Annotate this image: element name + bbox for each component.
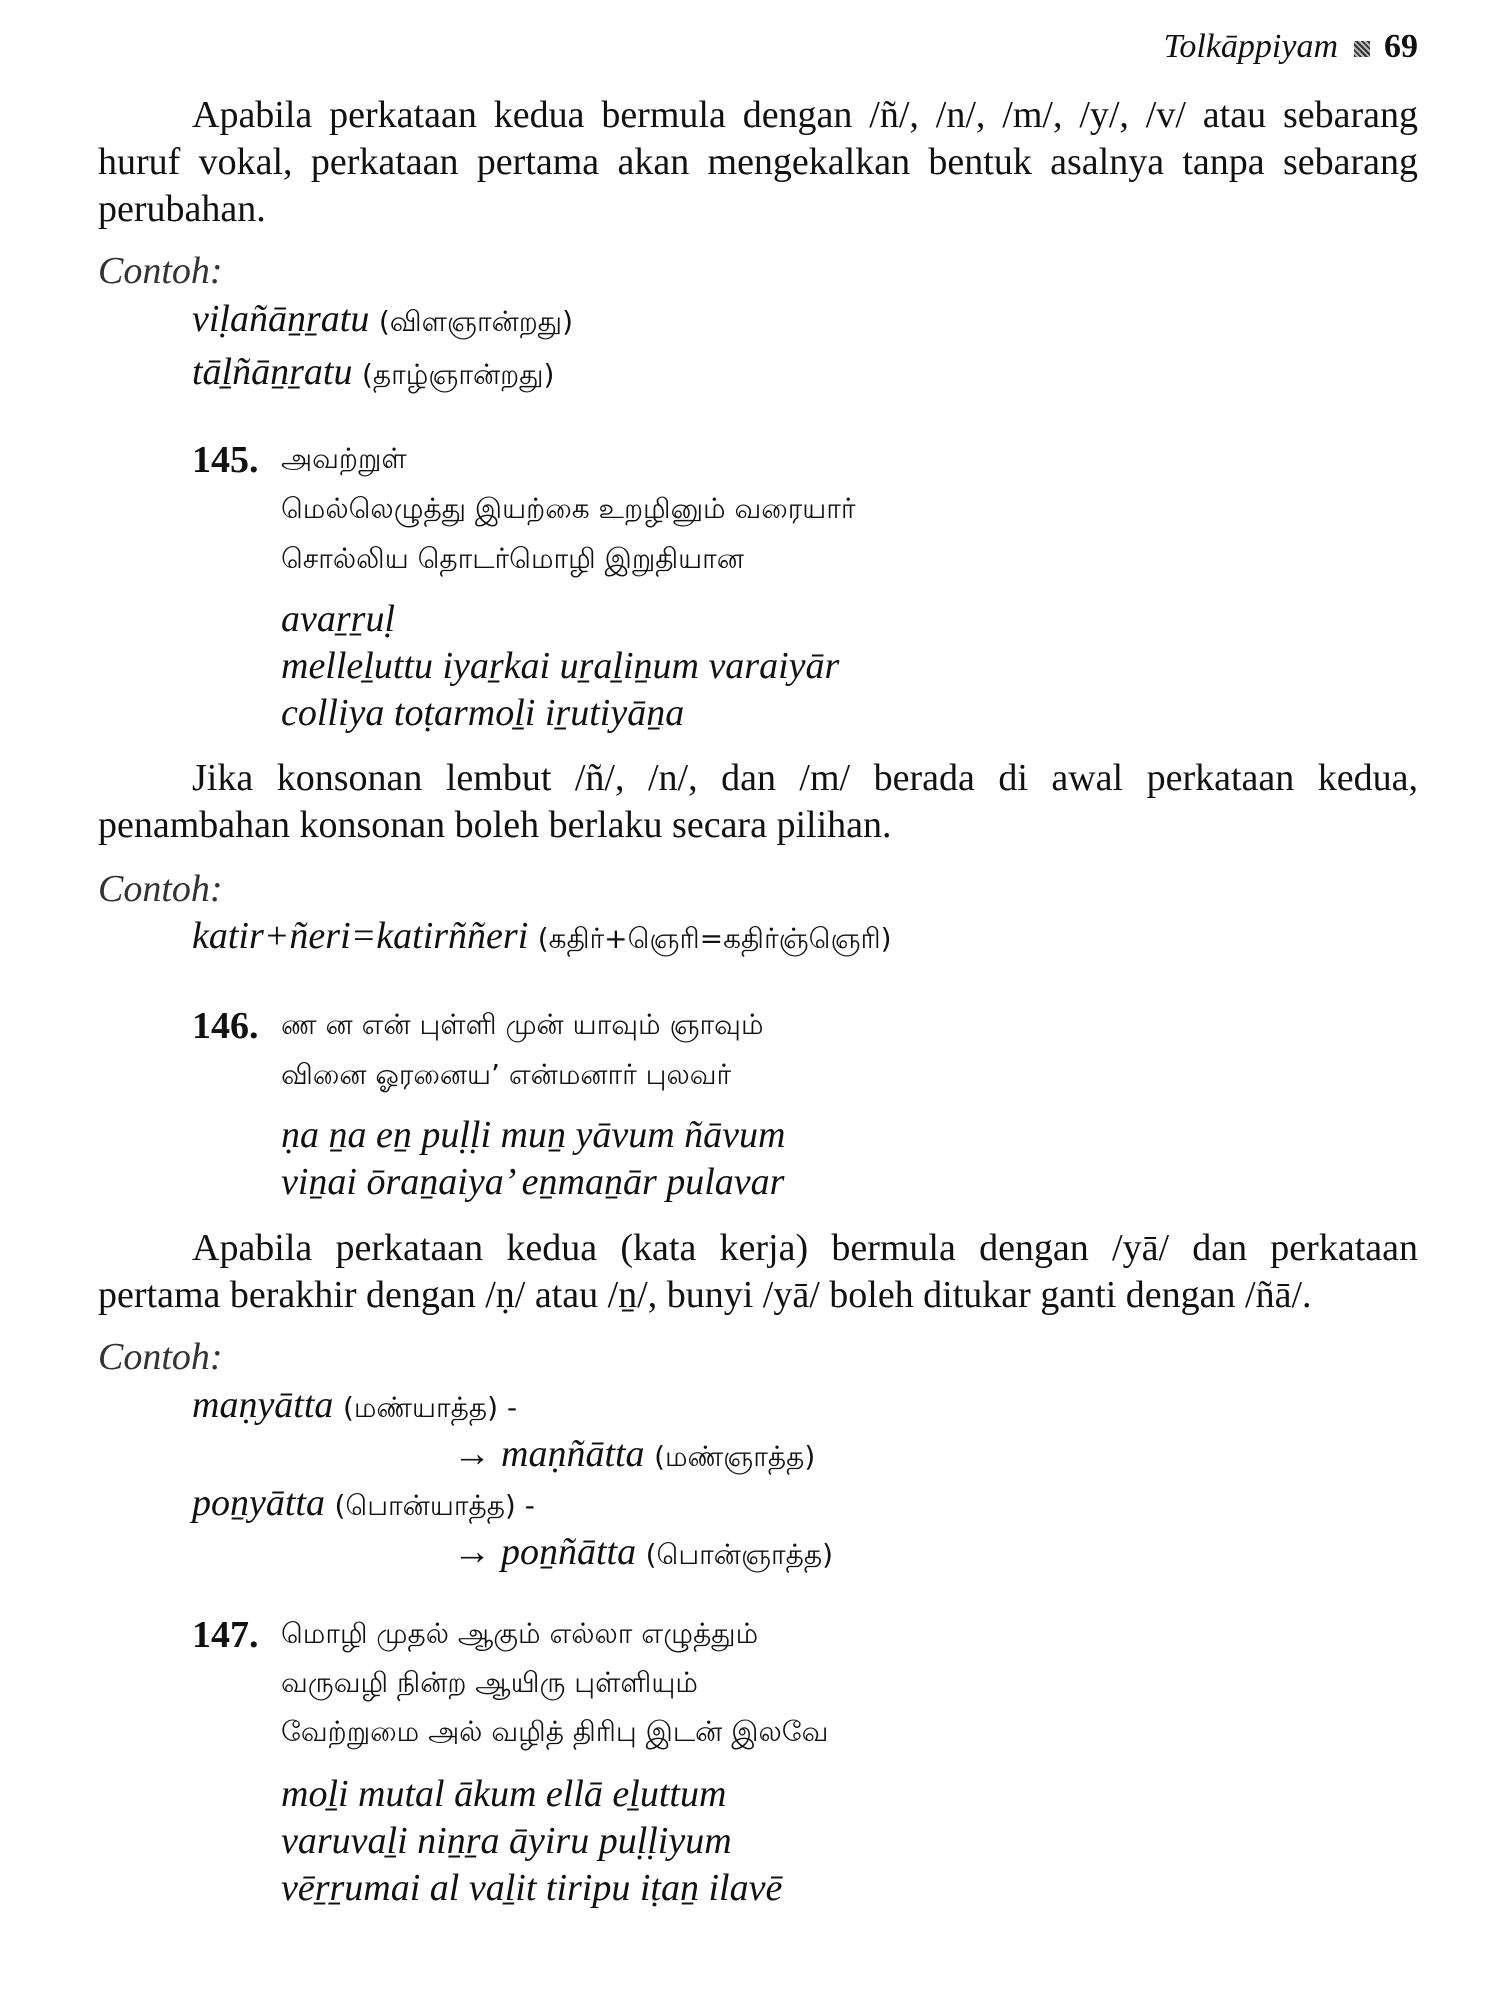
translit: viḷañāṉṟatu: [192, 298, 370, 340]
translit: poṉñātta: [501, 1531, 637, 1573]
paragraph-2: Jika konsonan lembut /ñ/, /n/, dan /m/ berada di awal perkataan kedua, penambahan konsonan boleh berlaku secara pilihan.: [98, 757, 1418, 846]
example-3a: [192, 1382, 517, 1428]
translit: tāḻñāṉṟatu: [192, 351, 353, 393]
translit: maṇyātta: [192, 1384, 334, 1426]
example-2: [192, 913, 892, 959]
translit: maṇñātta: [501, 1433, 645, 1475]
verse-number-146: 146.: [192, 1005, 259, 1047]
tamil-text: (தாழ்ஞான்றது): [361, 358, 555, 391]
arrow-right-icon: →: [453, 1433, 491, 1475]
paragraph-3: Apabila perkataan kedua (kata kerja) bermula dengan /yā/ dan perkataan pertama berakhir dengan /ṇ/ atau /ṉ/, bunyi /yā/ boleh ditukar ganti dengan /ñā/.: [98, 1227, 1418, 1316]
verse-145-translit-3: colliya toṭarmoḻi iṟutiyāṉa: [281, 692, 685, 734]
header-ornament-icon: [1354, 41, 1370, 57]
header-title: Tolkāppiyam: [1163, 28, 1338, 65]
verse-number-145: 145.: [192, 439, 259, 481]
example-1a: [192, 296, 573, 342]
tamil-text: (மண்யாத்த) -: [342, 1391, 518, 1424]
tamil-text: (விளஞான்றது): [378, 305, 573, 338]
running-header: [1164, 26, 1418, 67]
arrow-right-icon: →: [453, 1531, 491, 1573]
verse-146-translit-1: ṇa ṉa eṉ puḷḷi muṉ yāvum ñāvum: [281, 1114, 786, 1156]
verse-146-translit-2: viṉai ōraṉaiya’ eṉmaṉār pulavar: [281, 1161, 785, 1203]
translit: poṉyātta: [192, 1482, 325, 1524]
example-1b: [192, 349, 554, 395]
example-3a-result: [453, 1431, 815, 1477]
example-3b: [192, 1480, 535, 1526]
verse-145-translit-1: avaṟṟuḷ: [281, 598, 395, 640]
verse-147-line-2: வருவழி நின்ற ஆயிரு புள்ளியும்: [281, 1666, 698, 1699]
tamil-text: (கதிர்+ஞெரி=கதிர்ஞ்ஞெரி): [537, 922, 892, 955]
verse-number-147: 147.: [192, 1614, 259, 1656]
page-number: 69: [1384, 28, 1418, 65]
contoh-label-1: Contoh:: [98, 250, 223, 292]
translit: katir+ñeri=katirññeri: [192, 915, 529, 957]
verse-147-translit-2: varuvaḻi niṉṟa āyiru puḷḷiyum: [281, 1820, 732, 1862]
verse-145-line-2: மெல்லெழுத்து இயற்கை உறழினும் வரையார்: [281, 492, 856, 525]
tamil-text: (பொன்ஞாத்த): [645, 1538, 834, 1571]
verse-147-translit-1: moḻi mutal ākum ellā eḻuttum: [281, 1773, 727, 1815]
verse-147-line-1: மொழி முதல் ஆகும் எல்லா எழுத்தும்: [281, 1617, 759, 1650]
verse-145-translit-2: melleḻuttu iyaṟkai uṟaḻiṉum varaiyār: [281, 645, 840, 687]
page: [98, 0, 1418, 2000]
tamil-text: (மண்ஞாத்த): [654, 1440, 816, 1473]
verse-146-line-1: ண ன என் புள்ளி முன் யாவும் ஞாவும்: [281, 1008, 764, 1041]
verse-146-line-2: வினை ஓரனைய’ என்மனார் புலவர்: [281, 1058, 732, 1091]
contoh-label-3: Contoh:: [98, 1336, 223, 1378]
verse-145-line-3: சொல்லிய தொடர்மொழி இறுதியான: [281, 542, 744, 575]
paragraph-1: Apabila perkataan kedua bermula dengan /ñ/, /n/, /m/, /y/, /v/ atau sebarang huruf vokal, perkataan pertama akan mengekalkan bentuk asalnya tanpa sebarang perubahan.: [98, 94, 1418, 230]
verse-147-translit-3: vēṟṟumai al vaḻit tiripu iṭaṉ ilavē: [281, 1867, 783, 1909]
contoh-label-2: Contoh:: [98, 868, 223, 910]
verse-147-line-3: வேற்றுமை அல் வழித் திரிபு இடன் இலவே: [281, 1715, 829, 1748]
example-3b-result: [453, 1529, 833, 1575]
verse-145-line-1: அவற்றுள்: [281, 442, 407, 475]
tamil-text: (பொன்யாத்த) -: [334, 1489, 535, 1522]
